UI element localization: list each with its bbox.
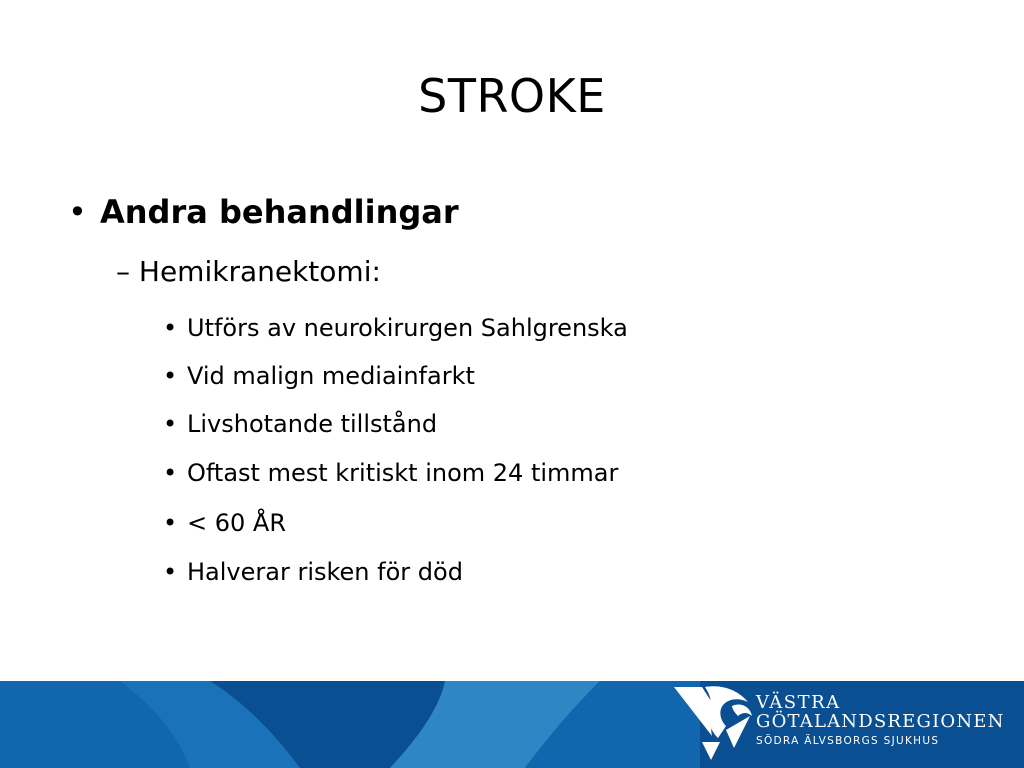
bullet-level3-item — [163, 310, 628, 346]
bullet-level3-item — [163, 554, 463, 590]
bullet-level3-item — [163, 358, 475, 394]
bullet-level3-text: Halverar risken för död — [187, 558, 463, 586]
logo-line-gotalandsregionen: GÖTALANDSREGIONEN — [756, 711, 1005, 732]
bullet-mark: • — [163, 410, 178, 438]
bullet-mark: • — [163, 362, 178, 390]
bullet-level1-text: Andra behandlingar — [100, 193, 459, 231]
bullet-level1 — [68, 188, 459, 236]
bullet-level3-item — [163, 406, 437, 442]
bullet-level3-text: < 60 ÅR — [187, 509, 286, 537]
bullet-level3-text: Oftast mest kritiskt inom 24 timmar — [187, 459, 619, 487]
slide-title: STROKE — [418, 69, 606, 123]
bullet-level3-item — [163, 505, 286, 541]
bullet-mark: • — [163, 558, 178, 586]
bullet-level2: – Hemikranektomi: — [116, 255, 381, 288]
logo-wordmark — [756, 693, 1005, 750]
bullet-level3-item — [163, 455, 618, 491]
logo-line-sjukhus: SÖDRA ÄLVSBORGS SJUKHUS — [756, 735, 940, 747]
bullet-mark: • — [68, 193, 87, 231]
bullet-level3-text: Livshotande tillstånd — [187, 410, 438, 438]
bullet-mark: • — [163, 459, 178, 487]
bullet-level3-text: Vid malign mediainfarkt — [187, 362, 475, 390]
bullet-mark: • — [163, 509, 178, 537]
bullet-mark: • — [163, 314, 178, 342]
bullet-level3-text: Utförs av neurokirurgen Sahlgrenska — [187, 314, 628, 342]
logo-line-vastra: VÄSTRA — [756, 692, 841, 713]
